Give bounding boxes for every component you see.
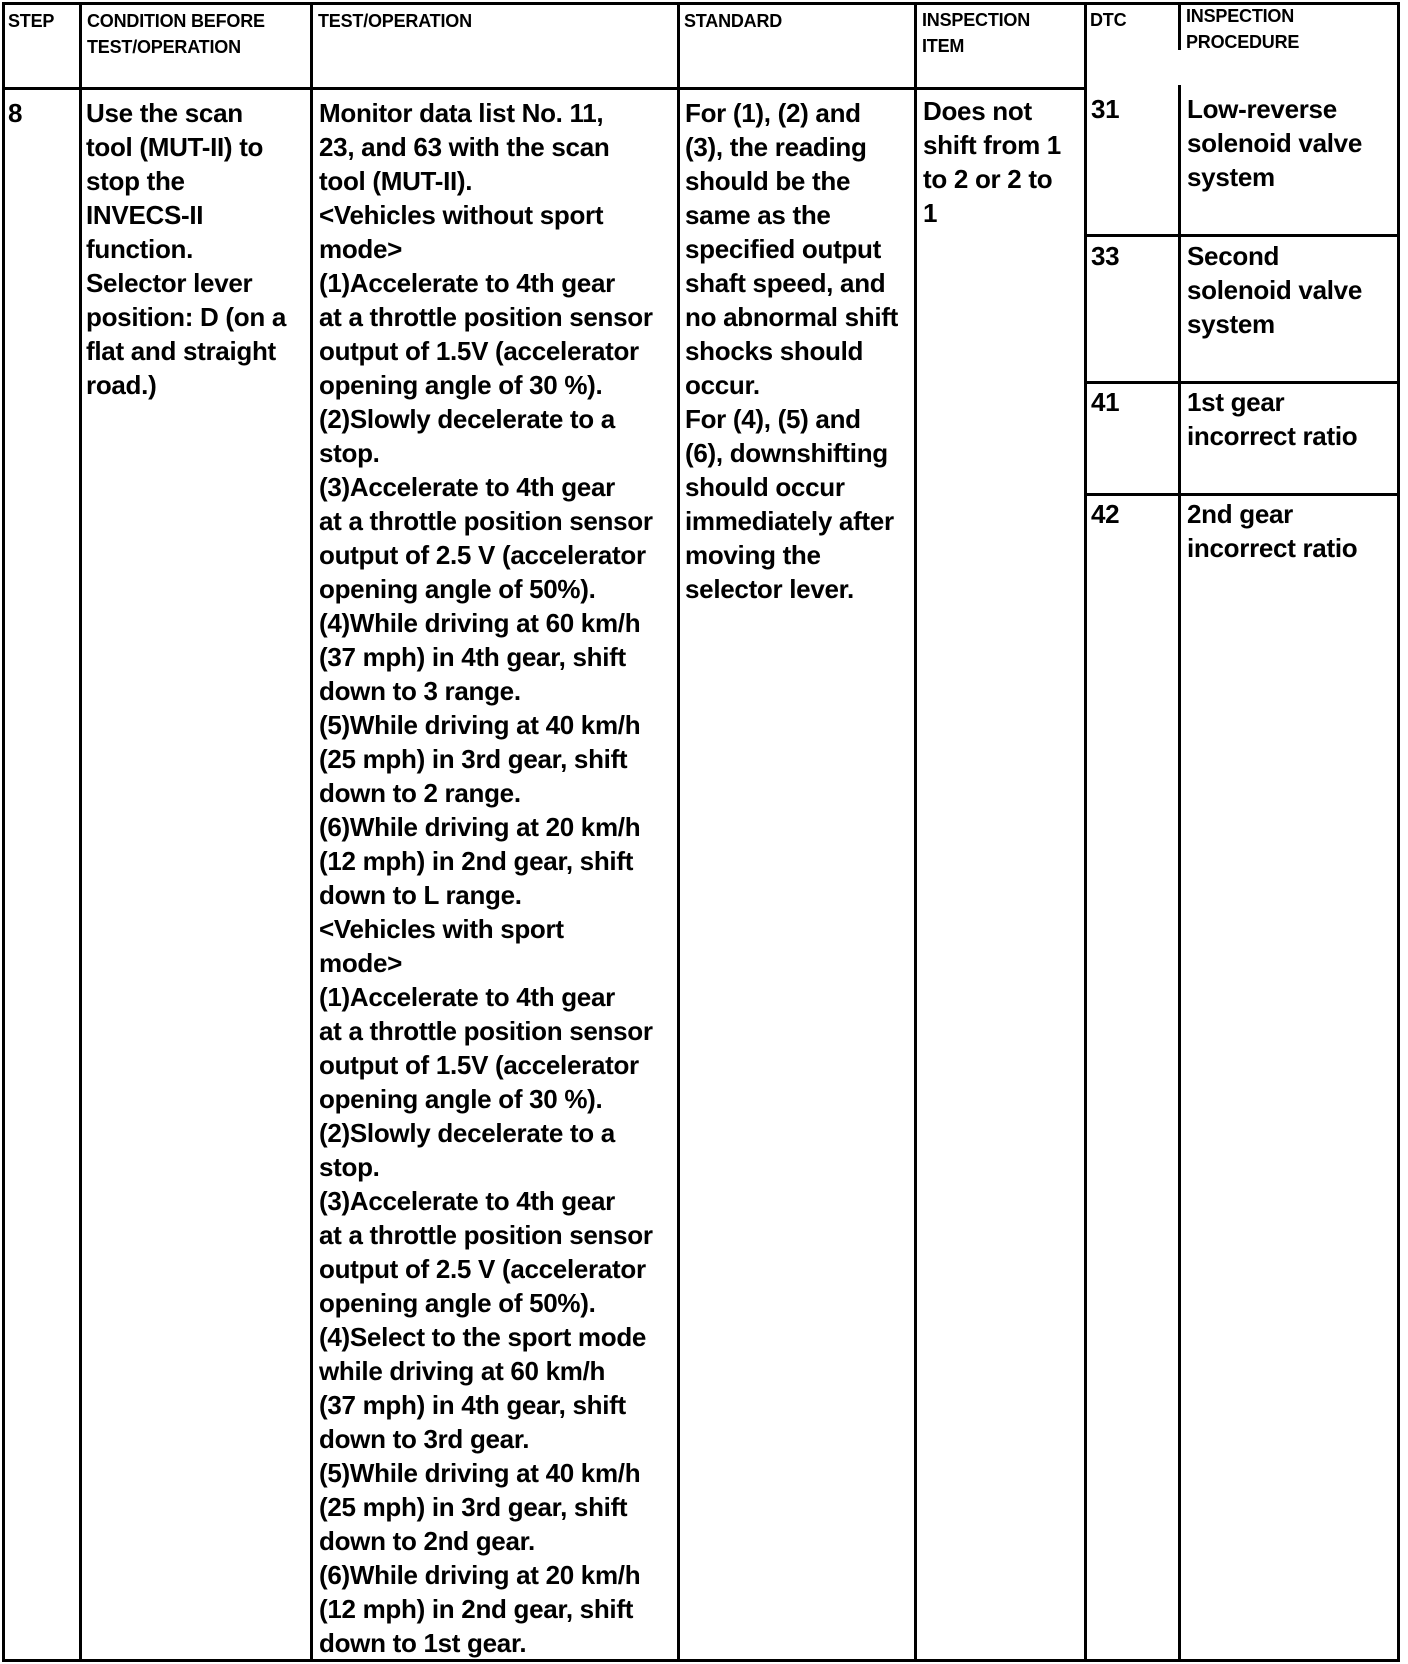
header-inspection-procedure: INSPECTION PROCEDURE [1186, 6, 1300, 52]
header-bottom-border [2, 87, 1087, 90]
procedure-low-reverse: Low-reverse solenoid valve system [1187, 94, 1362, 192]
col-border-right [1397, 2, 1400, 1662]
dtc-divider-2 [1086, 381, 1400, 384]
header-standard: STANDARD [684, 11, 783, 31]
header-step: STEP [8, 11, 55, 31]
procedure-second-solenoid: Second solenoid valve system [1187, 241, 1362, 339]
dtc-code-31: 31 [1091, 94, 1120, 124]
dtc-divider-1 [1086, 234, 1400, 237]
standard-text: For (1), (2) and (3), the reading should be the same as the specified output shaft speed, and no abnormal shift shocks should occur. For (4), (5) and (6), downshifting should occur immediately after moving the selector lever. [685, 98, 899, 604]
step-number: 8 [8, 98, 23, 128]
header-test-operation: TEST/OPERATION [318, 11, 472, 31]
col-border-standard [914, 2, 917, 1662]
col-border-condition [310, 2, 313, 1662]
header-inspection-item: INSPECTION ITEM [922, 10, 1031, 56]
test-operation-text: Monitor data list No. 11, 23, and 63 with the scan tool (MUT-II). <Vehicles without sport mode> (1)Accelerate to 4th gear at a throttle position sensor output of 1.5V (accelerator opening angle of 30 %). (2)Slowly decelerate to a stop. (3)Accelerate to 4th gear at a throttle position sensor output of 2.5 V (accelerator opening angle of 50%). (4)While driving at 60 km/h (37 mph) in 4th gear, shift down to 3 range. (5)While driving at 40 km/h (25 mph) in 3rd gear, shift down to 2 range. (6)While driving at 20 km/h (12 mph) in 2nd gear, shift down to L range. <Vehicles with sport mode> (1)Accelerate to 4th gear at a throttle position sensor output of 1.5V (accelerator opening angle of 30 %). (2)Slowly decelerate to a stop. (3)Accelerate to 4th gear at a throttle position sensor output of 2.5 V (accelerator opening angle of 50%). (4)Select to the sport mode while driving at 60 km/h (37 mph) in 4th gear, shift down to 3rd gear. (5)While driving at 40 km/h (25 mph) in 3rd gear, shift down to 2nd gear. (6)While driving at 20 km/h (12 mph) in 2nd gear, shift down to 1st gear. [319, 98, 653, 1658]
condition-text: Use the scan tool (MUT-II) to stop the INVECS-II function. Selector lever position: D (on a flat and straight road.) [86, 98, 286, 400]
dtc-code-33: 33 [1091, 241, 1120, 271]
col-border-step [79, 2, 82, 1662]
table-bottom-border [2, 1659, 1400, 1662]
col-border-left [2, 2, 5, 1662]
header-condition: CONDITION BEFORE TEST/OPERATION [87, 11, 265, 57]
dtc-code-42: 42 [1091, 499, 1120, 529]
col-border-test [677, 2, 680, 1662]
procedure-2nd-gear-ratio: 2nd gear incorrect ratio [1187, 499, 1358, 563]
procedure-1st-gear-ratio: 1st gear incorrect ratio [1187, 387, 1358, 451]
col-border-item [1084, 2, 1087, 1662]
header-dtc: DTC [1090, 10, 1127, 30]
col-border-dtc [1178, 85, 1181, 1662]
dtc-divider-3 [1086, 493, 1400, 496]
col-border-dtc-header [1178, 2, 1181, 50]
inspection-item-text: Does not shift from 1 to 2 or 2 to 1 [923, 96, 1061, 228]
dtc-code-41: 41 [1091, 387, 1120, 417]
